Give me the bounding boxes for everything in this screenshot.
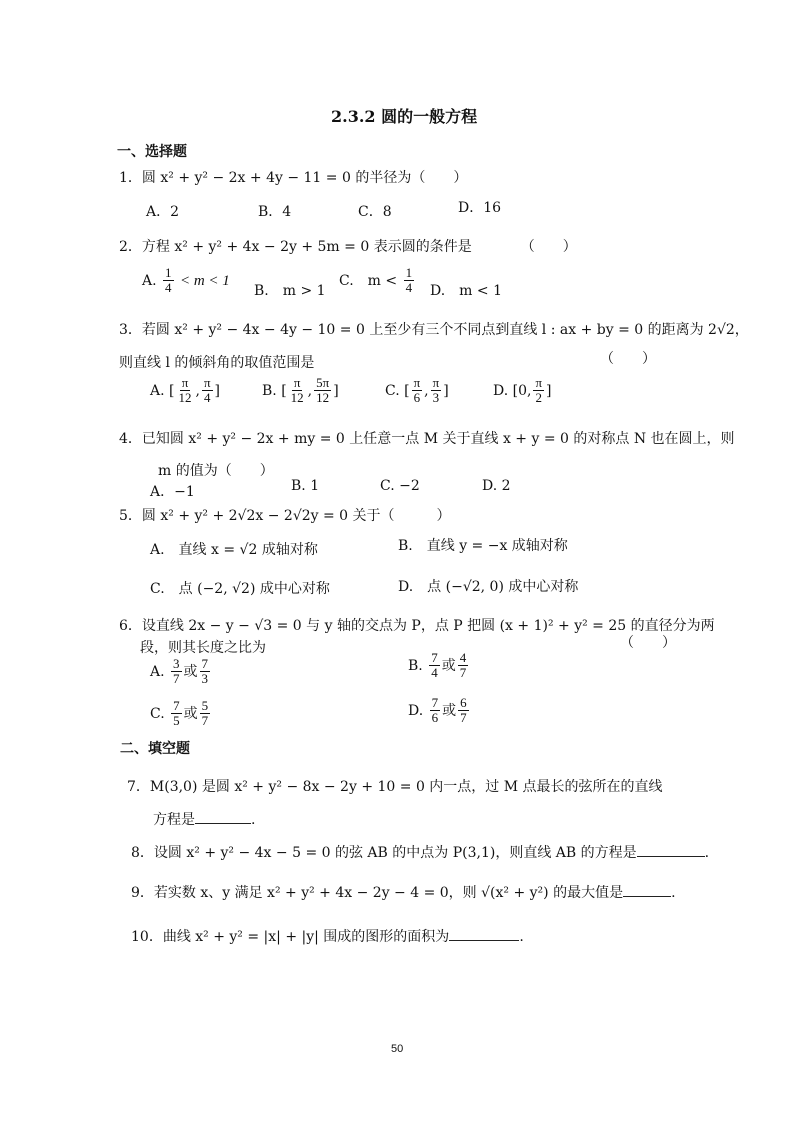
- question-6-answer-paren: （ ）: [620, 635, 676, 651]
- question-2-option-b: B. m > 1: [254, 283, 326, 299]
- answer-blank[interactable]: [195, 809, 251, 824]
- answer-blank[interactable]: [637, 842, 705, 857]
- question-1-option-b: B．4: [258, 204, 292, 220]
- question-6-stem: 6．设直线 2x − y − √3 = 0 与 y 轴的交点为 P，点 P 把圆 (x + 1)² + y² = 25 的直径分为两: [119, 618, 715, 634]
- page-title: 2.3.2 圆的一般方程: [331, 107, 478, 126]
- option-text: < m < 1: [179, 272, 230, 289]
- question-3-stem: 3．若圆 x² + y² − 4x − 4y − 10 = 0 上至少有三个不同点到直线 l : ax + by = 0 的距离为 2√2，: [119, 322, 749, 338]
- question-6-option-d: D. $\frac{7}{6}$ 或 $\frac{6}{7}$: [408, 695, 467, 726]
- question-5-option-a: A. 直线 x = √2 成轴对称: [150, 542, 318, 558]
- question-4-option-c: C. −2: [380, 478, 420, 494]
- question-4-stem: 4．已知圆 x² + y² − 2x + my = 0 上任意一点 M 关于直线 x + y = 0 的对称点 N 也在圆上，则: [119, 431, 735, 447]
- section-choice-heading: 一、选择题: [117, 144, 187, 160]
- question-1-stem: 1．圆 x² + y² − 2x + 4y − 11 = 0 的半径为（ ）: [119, 170, 468, 186]
- question-6-option-a: A. $\frac{3}{7}$ 或 $\frac{7}{3}$: [150, 656, 209, 687]
- question-8-stem: 8．设圆 x² + y² − 4x − 5 = 0 的弦 AB 的中点为 P(3,1)，则直线 AB 的方程是 .: [131, 842, 709, 862]
- question-5-option-d: D. 点 (−√2, 0) 成中心对称: [398, 579, 579, 595]
- question-3-option-b: B. [ $\frac{\pi}{12}$ , $\frac{5\pi}{12}$ ]: [262, 375, 339, 406]
- page-number: 50: [391, 1043, 404, 1055]
- question-10-stem: 10．曲线 x² + y² = |x| + |y| 围成的图形的面积为 .: [131, 926, 524, 946]
- question-1-option-c: C．8: [358, 204, 392, 220]
- question-3-option-a: A. [ $\frac{\pi}{12}$ , $\frac{\pi}{4}$ ]: [150, 375, 220, 406]
- option-label: C. m <: [339, 272, 398, 289]
- question-5-option-c: C. 点 (−2, √2) 成中心对称: [150, 581, 330, 597]
- question-3-option-c: C. [ $\frac{\pi}{6}$ , $\frac{\pi}{3}$ ]: [385, 375, 449, 406]
- question-5-stem: 5．圆 x² + y² + 2√2x − 2√2y = 0 关于（ ）: [119, 508, 451, 524]
- section-fill-heading: 二、填空题: [120, 741, 190, 757]
- question-1-option-a: A．2: [146, 204, 180, 220]
- fraction: $\frac{1}{4}$: [165, 265, 172, 296]
- option-label: A.: [142, 272, 157, 289]
- question-2-option-a: [142, 266, 230, 296]
- question-1-option-d: D．16: [458, 200, 502, 216]
- question-4-option-a: A．−1: [150, 484, 195, 500]
- question-4-option-b: B. 1: [291, 478, 320, 494]
- question-3-option-d: D. [0, $\frac{\pi}{2}$ ]: [493, 375, 552, 406]
- question-6-stem-line2: 段，则其长度之比为: [140, 640, 266, 656]
- answer-blank[interactable]: [449, 926, 519, 941]
- answer-blank[interactable]: [623, 882, 671, 897]
- question-7-stem-line2: 方程是 .: [153, 809, 255, 829]
- question-2-stem: 2．方程 x² + y² + 4x − 2y + 5m = 0 表示圆的条件是 （ ）: [119, 239, 577, 255]
- question-3-answer-paren: （ ）: [600, 351, 656, 367]
- question-3-stem-line2: 则直线 l 的倾斜角的取值范围是: [119, 355, 315, 371]
- question-6-option-b: B. $\frac{7}{4}$ 或 $\frac{4}{7}$: [408, 650, 467, 681]
- question-4-stem-line2: m 的值为（ ）: [158, 463, 274, 479]
- fraction: $\frac{1}{4}$: [405, 265, 413, 296]
- question-4-option-d: D. 2: [482, 478, 511, 494]
- question-2-option-c: [339, 266, 416, 296]
- question-5-option-b: B. 直线 y = −x 成轴对称: [398, 538, 568, 554]
- question-9-stem: 9．若实数 x、y 满足 x² + y² + 4x − 2y − 4 = 0，则 √(x² + y²) 的最大值是 .: [131, 882, 676, 902]
- question-7-stem: 7．M(3,0) 是圆 x² + y² − 8x − 2y + 10 = 0 内一点，过 M 点最长的弦所在的直线: [127, 779, 663, 795]
- question-6-option-c: C. $\frac{7}{5}$ 或 $\frac{5}{7}$: [150, 698, 209, 729]
- question-2-option-d: D. m < 1: [430, 283, 502, 299]
